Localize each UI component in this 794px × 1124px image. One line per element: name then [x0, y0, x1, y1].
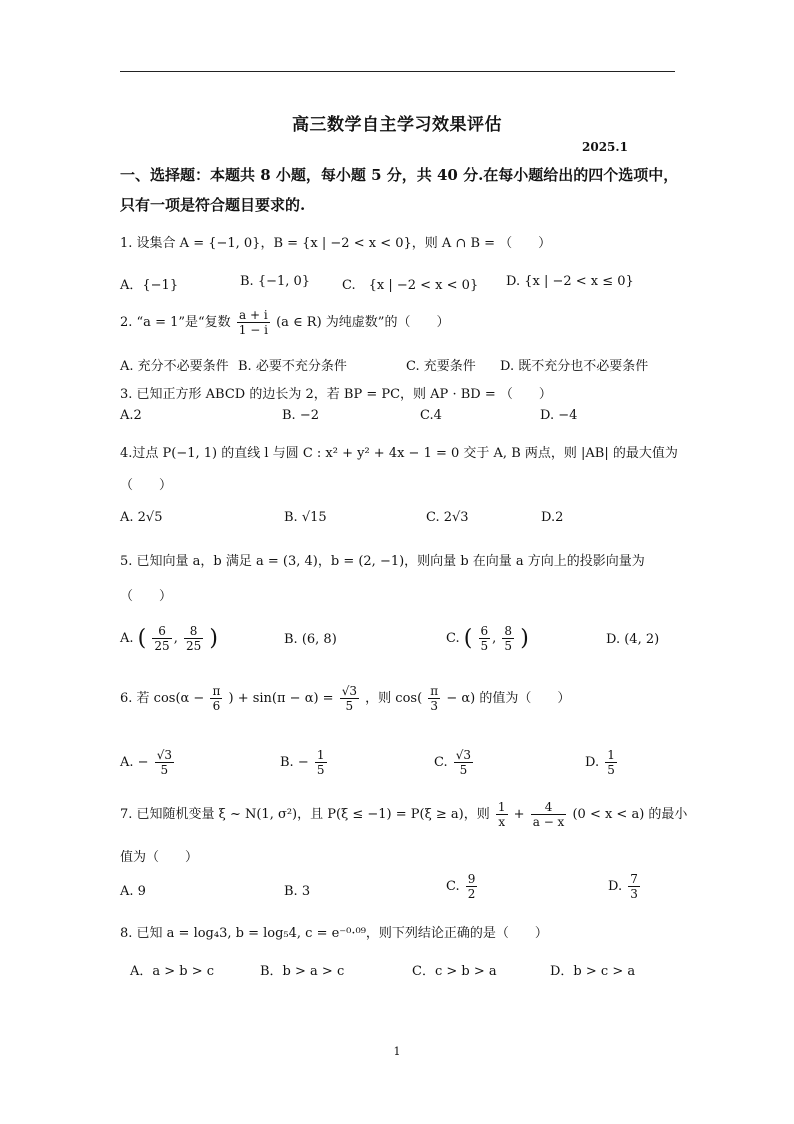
question-6-frac-pi-3: [428, 684, 440, 713]
option-fraction: [454, 748, 473, 777]
question-2-option-a: A. 充分不必要条件: [120, 359, 229, 374]
option-fraction: [466, 872, 478, 901]
page-number: 1: [393, 1045, 401, 1058]
frac-denominator: 5: [316, 763, 325, 777]
question-6-stem-mid: ) + sin(π − α) =: [228, 691, 334, 706]
question-2-option-d: D. 既不充分也不必要条件: [500, 359, 649, 374]
question-6-stem-mid2: ，则 cos(: [365, 691, 423, 706]
frac-numerator: 1: [316, 748, 325, 762]
question-5-option-a-frac1: [152, 624, 171, 653]
question-1-option-c: C. {x | −2 < x < 0}: [342, 278, 479, 293]
frac-denominator: 5: [607, 763, 615, 777]
option-label: D.: [608, 879, 623, 894]
question-8-option-a: A．a > b > c: [130, 964, 215, 979]
question-2-option-b: B. 必要不充分条件: [238, 359, 347, 374]
frac-denominator: 5: [504, 639, 513, 653]
frac-denominator: 5: [160, 763, 169, 777]
question-5-option-b: B. (6, 8): [284, 632, 337, 647]
question-5-option-c: C. ( $\frac{6}{5}$ , $\frac{8}{5}$ ): [446, 624, 529, 653]
frac-numerator: √3: [156, 748, 172, 762]
question-6-option-a: [120, 748, 176, 777]
exam-date: 2025.1: [582, 140, 628, 154]
question-8-option-c: C．c > b > a: [412, 964, 497, 979]
question-2-stem-pre: 2. “a = 1”是“复数: [120, 315, 231, 330]
option-label: B. −: [280, 755, 309, 770]
question-2-stem-post: (a ∈ R) 为纯虚数”的（ ）: [276, 315, 450, 330]
option-label: C.: [446, 879, 460, 894]
question-4-stem-line2: （ ）: [120, 478, 173, 493]
frac-denominator: 5: [345, 699, 354, 713]
frac-numerator: 1: [497, 800, 506, 814]
frac-denominator: 25: [185, 639, 202, 653]
question-7-option-d: [608, 872, 642, 901]
question-7-frac-4: [531, 800, 567, 829]
question-6-frac-pi-6: [210, 684, 222, 713]
question-1-option-a: A．{−1}: [120, 278, 179, 293]
question-6-stem-pre: 6. 若 cos(α −: [120, 691, 205, 706]
question-3-stem: 3. 已知正方形 ABCD 的边长为 2，若 BP = PC，则 AP · BD = （ ）: [120, 387, 552, 402]
frac-numerator: 6: [152, 624, 171, 639]
question-5-stem-line2: （ ）: [120, 589, 173, 604]
question-5-option-a-label: A.: [120, 631, 134, 646]
option-label: D.: [585, 755, 600, 770]
section-heading-line2: 只有一项是符合题目要求的.: [120, 196, 306, 214]
question-3-option-c: C.4: [420, 408, 442, 423]
option-fraction: [605, 748, 617, 777]
frac-numerator: 9: [467, 872, 476, 886]
question-7-plus: +: [513, 807, 525, 822]
option-label: A. −: [120, 755, 149, 770]
question-6-frac-root3-5: [340, 684, 359, 713]
question-2-fraction: [237, 308, 270, 337]
question-7-frac-1-x: [496, 800, 508, 829]
question-4-option-a: A. 2√5: [120, 510, 163, 525]
frac-denominator: 6: [212, 699, 221, 713]
frac-denominator: 3: [630, 887, 638, 901]
frac-numerator: π: [212, 684, 221, 698]
question-3-option-b: B. −2: [282, 408, 319, 423]
question-5-option-a-frac2: [184, 624, 203, 653]
option-fraction: [315, 748, 327, 777]
frac-numerator: 6: [480, 624, 489, 638]
question-7-stem-post: (0 < x < a) 的最小: [572, 807, 688, 822]
question-6-stem-post: − α) 的值为（ ）: [446, 691, 571, 706]
question-2-option-c: C. 充要条件: [406, 359, 476, 374]
section-heading-line1: 一、选择题：本题共 8 小题，每小题 5 分，共 40 分.在每小题给出的四个选项中，: [120, 166, 679, 184]
question-3-option-a: A.2: [120, 408, 142, 423]
question-8-stem: 8. 已知 a = log₄3, b = log₅4, c = e⁻⁰·⁰⁹，则下列结论正确的是（ ）: [120, 926, 548, 941]
question-7-option-b: B. 3: [284, 884, 311, 899]
question-5-option-c-frac1: [479, 624, 491, 653]
question-2-fraction-denominator: 1 − i: [238, 323, 268, 337]
question-3-option-d: D. −4: [540, 408, 578, 423]
question-4-option-b: B. √15: [284, 510, 327, 525]
question-4-option-d: D.2: [541, 510, 564, 525]
frac-denominator: 3: [430, 699, 439, 713]
question-5-stem: 5. 已知向量 a，b 满足 a = (3, 4)，b = (2, −1)，则向量 b 在向量 a 方向上的投影向量为: [120, 554, 645, 569]
frac-denominator: 2: [467, 887, 476, 901]
question-7-option-a: A. 9: [120, 884, 146, 899]
question-8-option-b: B．b > a > c: [260, 964, 345, 979]
question-7-stem-pre: 7. 已知随机变量 ξ ~ N(1, σ²)，且 P(ξ ≤ −1) = P(ξ ≥ a)，则: [120, 807, 490, 822]
frac-numerator: π: [430, 684, 439, 698]
frac-numerator: √3: [455, 748, 472, 762]
question-1-stem: 1. 设集合 A = {−1, 0}，B = {x | −2 < x < 0}，则 A ∩ B = （ ）: [120, 236, 552, 251]
question-7-stem: [120, 800, 687, 829]
question-1-option-d: D. {x | −2 < x ≤ 0}: [506, 274, 634, 289]
question-5-option-d: D. (4, 2): [606, 632, 660, 647]
frac-numerator: 4: [531, 800, 567, 815]
question-1-option-b: B. {−1, 0}: [240, 274, 311, 289]
question-2-fraction-numerator: a + i: [237, 308, 270, 323]
frac-denominator: x: [498, 815, 506, 829]
frac-numerator: √3: [341, 684, 358, 698]
question-4-option-c: C. 2√3: [426, 510, 469, 525]
option-label: C.: [434, 755, 448, 770]
option-fraction: [155, 748, 174, 777]
header-rule: [120, 71, 675, 72]
question-8-option-d: D．b > c > a: [550, 964, 636, 979]
question-4-stem: 4.过点 P(−1, 1) 的直线 l 与圆 C : x² + y² + 4x − 1 = 0 交于 A, B 两点，则 |AB| 的最大值为: [120, 446, 678, 461]
page-title: 高三数学自主学习效果评估: [292, 115, 502, 135]
question-2-stem: [120, 308, 449, 337]
frac-numerator: 1: [607, 748, 615, 762]
question-5-option-a: A. ( $\frac{6}{25}$ , $\frac{8}{25}$ ): [120, 624, 218, 653]
frac-denominator: 5: [459, 763, 468, 777]
question-6-stem: [120, 684, 570, 713]
frac-numerator: 8: [504, 624, 513, 638]
question-6-option-c: [434, 748, 475, 777]
frac-denominator: 5: [480, 639, 489, 653]
question-6-option-b: [280, 748, 329, 777]
frac-denominator: 25: [154, 639, 170, 653]
frac-numerator: 7: [630, 872, 638, 886]
question-5-option-c-label: C.: [446, 631, 460, 646]
frac-denominator: a − x: [532, 815, 565, 829]
option-fraction: [628, 872, 640, 901]
question-5-option-c-frac2: [502, 624, 514, 653]
question-7-stem-line2: 值为（ ）: [120, 850, 199, 865]
question-7-option-c: [446, 872, 479, 901]
question-6-option-d: [585, 748, 619, 777]
frac-numerator: 8: [184, 624, 203, 639]
